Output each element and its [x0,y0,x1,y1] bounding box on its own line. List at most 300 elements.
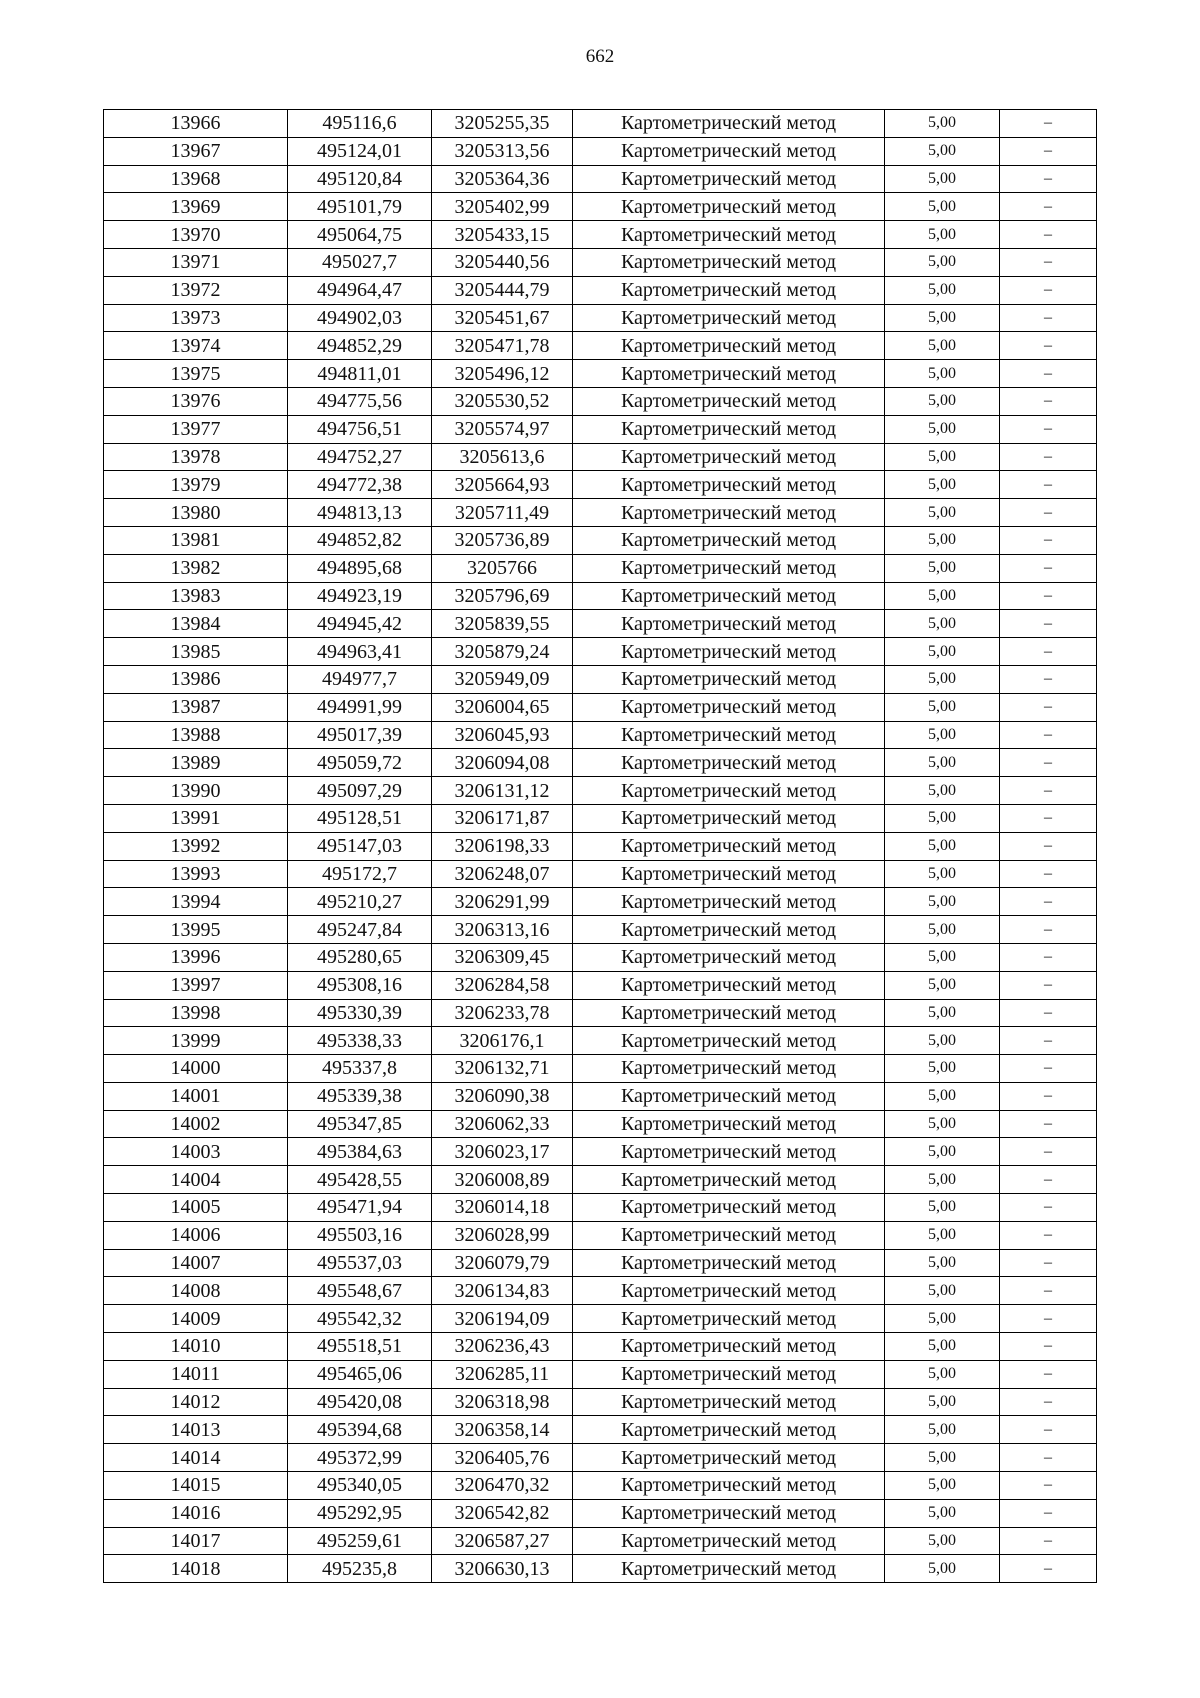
note-cell: – [1000,721,1097,749]
point-number-cell: 14010 [104,1333,288,1361]
point-number-cell: 14018 [104,1555,288,1583]
precision-cell: 5,00 [885,1277,1000,1305]
point-number-cell: 13988 [104,721,288,749]
y-coordinate-cell: 3206090,38 [432,1082,573,1110]
x-coordinate-cell: 495518,51 [288,1333,432,1361]
x-coordinate-cell: 495210,27 [288,888,432,916]
note-cell: – [1000,387,1097,415]
y-coordinate-cell: 3206313,16 [432,916,573,944]
table-row [104,1555,1097,1583]
method-cell: Картометрический метод [573,860,885,888]
x-coordinate-cell: 494811,01 [288,360,432,388]
note-cell: – [1000,665,1097,693]
y-coordinate-cell: 3205574,97 [432,415,573,443]
y-coordinate-cell: 3206045,93 [432,721,573,749]
x-coordinate-cell: 495097,29 [288,777,432,805]
x-coordinate-cell: 495280,65 [288,943,432,971]
table-row [104,1138,1097,1166]
precision-cell: 5,00 [885,1472,1000,1500]
note-cell: – [1000,332,1097,360]
table-row [104,1249,1097,1277]
table-row [104,1444,1097,1472]
table-row [104,304,1097,332]
point-number-cell: 14002 [104,1110,288,1138]
point-number-cell: 14008 [104,1277,288,1305]
method-cell: Картометрический метод [573,999,885,1027]
table-row [104,1221,1097,1249]
coordinates-table-body [104,110,1097,1583]
point-number-cell: 13986 [104,665,288,693]
table-row [104,1027,1097,1055]
method-cell: Картометрический метод [573,888,885,916]
precision-cell: 5,00 [885,916,1000,944]
note-cell: – [1000,1333,1097,1361]
y-coordinate-cell: 3205530,52 [432,387,573,415]
y-coordinate-cell: 3206079,79 [432,1249,573,1277]
x-coordinate-cell: 494852,82 [288,526,432,554]
method-cell: Картометрический метод [573,415,885,443]
x-coordinate-cell: 495347,85 [288,1110,432,1138]
method-cell: Картометрический метод [573,693,885,721]
precision-cell: 5,00 [885,943,1000,971]
precision-cell: 5,00 [885,248,1000,276]
method-cell: Картометрический метод [573,777,885,805]
point-number-cell: 13981 [104,526,288,554]
x-coordinate-cell: 494852,29 [288,332,432,360]
x-coordinate-cell: 494977,7 [288,665,432,693]
method-cell: Картометрический метод [573,943,885,971]
precision-cell: 5,00 [885,1027,1000,1055]
y-coordinate-cell: 3206028,99 [432,1221,573,1249]
table-row [104,1110,1097,1138]
table-row [104,777,1097,805]
precision-cell: 5,00 [885,110,1000,138]
precision-cell: 5,00 [885,1138,1000,1166]
point-number-cell: 14007 [104,1249,288,1277]
y-coordinate-cell: 3206014,18 [432,1194,573,1222]
note-cell: – [1000,1388,1097,1416]
point-number-cell: 13992 [104,832,288,860]
note-cell: – [1000,1555,1097,1583]
point-number-cell: 13982 [104,554,288,582]
y-coordinate-cell: 3205471,78 [432,332,573,360]
method-cell: Картометрический метод [573,165,885,193]
x-coordinate-cell: 494752,27 [288,443,432,471]
precision-cell: 5,00 [885,360,1000,388]
x-coordinate-cell: 494963,41 [288,638,432,666]
method-cell: Картометрический метод [573,471,885,499]
method-cell: Картометрический метод [573,1305,885,1333]
note-cell: – [1000,248,1097,276]
precision-cell: 5,00 [885,1305,1000,1333]
note-cell: – [1000,526,1097,554]
note-cell: – [1000,304,1097,332]
table-row [104,804,1097,832]
table-row [104,360,1097,388]
point-number-cell: 13969 [104,193,288,221]
x-coordinate-cell: 495548,67 [288,1277,432,1305]
precision-cell: 5,00 [885,1166,1000,1194]
x-coordinate-cell: 495384,63 [288,1138,432,1166]
method-cell: Картометрический метод [573,1472,885,1500]
method-cell: Картометрический метод [573,832,885,860]
point-number-cell: 13999 [104,1027,288,1055]
x-coordinate-cell: 495428,55 [288,1166,432,1194]
x-coordinate-cell: 495340,05 [288,1472,432,1500]
x-coordinate-cell: 495542,32 [288,1305,432,1333]
x-coordinate-cell: 495537,03 [288,1249,432,1277]
x-coordinate-cell: 495465,06 [288,1360,432,1388]
note-cell: – [1000,1416,1097,1444]
method-cell: Картометрический метод [573,749,885,777]
y-coordinate-cell: 3206284,58 [432,971,573,999]
method-cell: Картометрический метод [573,332,885,360]
note-cell: – [1000,1194,1097,1222]
y-coordinate-cell: 3205364,36 [432,165,573,193]
precision-cell: 5,00 [885,304,1000,332]
point-number-cell: 13995 [104,916,288,944]
y-coordinate-cell: 3205402,99 [432,193,573,221]
x-coordinate-cell: 495330,39 [288,999,432,1027]
precision-cell: 5,00 [885,1194,1000,1222]
note-cell: – [1000,804,1097,832]
table-row [104,832,1097,860]
x-coordinate-cell: 495064,75 [288,221,432,249]
point-number-cell: 13977 [104,415,288,443]
precision-cell: 5,00 [885,471,1000,499]
x-coordinate-cell: 494945,42 [288,610,432,638]
point-number-cell: 14001 [104,1082,288,1110]
table-row [104,721,1097,749]
method-cell: Картометрический метод [573,1527,885,1555]
x-coordinate-cell: 494902,03 [288,304,432,332]
note-cell: – [1000,1277,1097,1305]
point-number-cell: 13993 [104,860,288,888]
y-coordinate-cell: 3205839,55 [432,610,573,638]
method-cell: Картометрический метод [573,1444,885,1472]
precision-cell: 5,00 [885,1055,1000,1083]
x-coordinate-cell: 495503,16 [288,1221,432,1249]
note-cell: – [1000,499,1097,527]
coordinates-table [103,109,1097,1583]
precision-cell: 5,00 [885,1444,1000,1472]
note-cell: – [1000,415,1097,443]
table-row [104,276,1097,304]
point-number-cell: 14014 [104,1444,288,1472]
precision-cell: 5,00 [885,860,1000,888]
x-coordinate-cell: 495147,03 [288,832,432,860]
method-cell: Картометрический метод [573,638,885,666]
precision-cell: 5,00 [885,1082,1000,1110]
point-number-cell: 13987 [104,693,288,721]
x-coordinate-cell: 495292,95 [288,1499,432,1527]
point-number-cell: 13972 [104,276,288,304]
x-coordinate-cell: 495247,84 [288,916,432,944]
point-number-cell: 14016 [104,1499,288,1527]
precision-cell: 5,00 [885,332,1000,360]
table-row [104,1360,1097,1388]
point-number-cell: 14015 [104,1472,288,1500]
method-cell: Картометрический метод [573,304,885,332]
y-coordinate-cell: 3206198,33 [432,832,573,860]
x-coordinate-cell: 494775,56 [288,387,432,415]
method-cell: Картометрический метод [573,582,885,610]
y-coordinate-cell: 3206171,87 [432,804,573,832]
note-cell: – [1000,916,1097,944]
x-coordinate-cell: 494813,13 [288,499,432,527]
note-cell: – [1000,110,1097,138]
method-cell: Картометрический метод [573,1110,885,1138]
precision-cell: 5,00 [885,582,1000,610]
table-row [104,193,1097,221]
y-coordinate-cell: 3205451,67 [432,304,573,332]
point-number-cell: 13990 [104,777,288,805]
method-cell: Картометрический метод [573,971,885,999]
method-cell: Картометрический метод [573,721,885,749]
point-number-cell: 13985 [104,638,288,666]
table-row [104,888,1097,916]
x-coordinate-cell: 495059,72 [288,749,432,777]
table-row [104,1305,1097,1333]
table-row [104,971,1097,999]
precision-cell: 5,00 [885,387,1000,415]
method-cell: Картометрический метод [573,221,885,249]
precision-cell: 5,00 [885,1555,1000,1583]
precision-cell: 5,00 [885,137,1000,165]
point-number-cell: 13971 [104,248,288,276]
note-cell: – [1000,1027,1097,1055]
x-coordinate-cell: 495338,33 [288,1027,432,1055]
point-number-cell: 13970 [104,221,288,249]
point-number-cell: 13996 [104,943,288,971]
method-cell: Картометрический метод [573,554,885,582]
precision-cell: 5,00 [885,971,1000,999]
note-cell: – [1000,1082,1097,1110]
precision-cell: 5,00 [885,276,1000,304]
y-coordinate-cell: 3206131,12 [432,777,573,805]
note-cell: – [1000,1166,1097,1194]
precision-cell: 5,00 [885,165,1000,193]
point-number-cell: 13976 [104,387,288,415]
y-coordinate-cell: 3206248,07 [432,860,573,888]
point-number-cell: 14006 [104,1221,288,1249]
method-cell: Картометрический метод [573,1555,885,1583]
point-number-cell: 13994 [104,888,288,916]
note-cell: – [1000,693,1097,721]
method-cell: Картометрический метод [573,1082,885,1110]
note-cell: – [1000,971,1097,999]
y-coordinate-cell: 3206132,71 [432,1055,573,1083]
table-row [104,221,1097,249]
y-coordinate-cell: 3206008,89 [432,1166,573,1194]
precision-cell: 5,00 [885,526,1000,554]
point-number-cell: 13968 [104,165,288,193]
precision-cell: 5,00 [885,638,1000,666]
x-coordinate-cell: 494772,38 [288,471,432,499]
y-coordinate-cell: 3205796,69 [432,582,573,610]
table-row [104,582,1097,610]
note-cell: – [1000,1472,1097,1500]
point-number-cell: 14012 [104,1388,288,1416]
table-row [104,554,1097,582]
note-cell: – [1000,1444,1097,1472]
y-coordinate-cell: 3206587,27 [432,1527,573,1555]
table-row [104,1055,1097,1083]
note-cell: – [1000,1055,1097,1083]
note-cell: – [1000,193,1097,221]
y-coordinate-cell: 3205766 [432,554,573,582]
method-cell: Картометрический метод [573,1138,885,1166]
method-cell: Картометрический метод [573,276,885,304]
table-row [104,499,1097,527]
y-coordinate-cell: 3206405,76 [432,1444,573,1472]
x-coordinate-cell: 495124,01 [288,137,432,165]
note-cell: – [1000,860,1097,888]
y-coordinate-cell: 3206630,13 [432,1555,573,1583]
method-cell: Картометрический метод [573,665,885,693]
y-coordinate-cell: 3206094,08 [432,749,573,777]
x-coordinate-cell: 495116,6 [288,110,432,138]
method-cell: Картометрический метод [573,1333,885,1361]
point-number-cell: 13967 [104,137,288,165]
method-cell: Картометрический метод [573,1388,885,1416]
table-row [104,1082,1097,1110]
y-coordinate-cell: 3205664,93 [432,471,573,499]
y-coordinate-cell: 3205433,15 [432,221,573,249]
table-row [104,1499,1097,1527]
note-cell: – [1000,360,1097,388]
note-cell: – [1000,749,1097,777]
table-row [104,526,1097,554]
page-number: 662 [585,46,615,67]
table-row [104,1416,1097,1444]
precision-cell: 5,00 [885,1360,1000,1388]
x-coordinate-cell: 495471,94 [288,1194,432,1222]
x-coordinate-cell: 494964,47 [288,276,432,304]
method-cell: Картометрический метод [573,1360,885,1388]
x-coordinate-cell: 494991,99 [288,693,432,721]
method-cell: Картометрический метод [573,248,885,276]
x-coordinate-cell: 495027,7 [288,248,432,276]
method-cell: Картометрический метод [573,193,885,221]
x-coordinate-cell: 495101,79 [288,193,432,221]
note-cell: – [1000,554,1097,582]
method-cell: Картометрический метод [573,1249,885,1277]
x-coordinate-cell: 495420,08 [288,1388,432,1416]
precision-cell: 5,00 [885,804,1000,832]
precision-cell: 5,00 [885,665,1000,693]
y-coordinate-cell: 3206236,43 [432,1333,573,1361]
precision-cell: 5,00 [885,443,1000,471]
y-coordinate-cell: 3206285,11 [432,1360,573,1388]
x-coordinate-cell: 494923,19 [288,582,432,610]
x-coordinate-cell: 495235,8 [288,1555,432,1583]
note-cell: – [1000,1110,1097,1138]
note-cell: – [1000,999,1097,1027]
point-number-cell: 13966 [104,110,288,138]
note-cell: – [1000,443,1097,471]
precision-cell: 5,00 [885,610,1000,638]
x-coordinate-cell: 495308,16 [288,971,432,999]
method-cell: Картометрический метод [573,804,885,832]
note-cell: – [1000,1360,1097,1388]
y-coordinate-cell: 3205949,09 [432,665,573,693]
y-coordinate-cell: 3206194,09 [432,1305,573,1333]
precision-cell: 5,00 [885,1333,1000,1361]
table-row [104,443,1097,471]
point-number-cell: 13974 [104,332,288,360]
table-row [104,137,1097,165]
y-coordinate-cell: 3206134,83 [432,1277,573,1305]
point-number-cell: 13973 [104,304,288,332]
y-coordinate-cell: 3205879,24 [432,638,573,666]
point-number-cell: 14000 [104,1055,288,1083]
method-cell: Картометрический метод [573,360,885,388]
method-cell: Картометрический метод [573,387,885,415]
precision-cell: 5,00 [885,721,1000,749]
note-cell: – [1000,1221,1097,1249]
table-row [104,1527,1097,1555]
y-coordinate-cell: 3205440,56 [432,248,573,276]
point-number-cell: 14013 [104,1416,288,1444]
note-cell: – [1000,610,1097,638]
precision-cell: 5,00 [885,749,1000,777]
x-coordinate-cell: 495017,39 [288,721,432,749]
precision-cell: 5,00 [885,415,1000,443]
x-coordinate-cell: 495339,38 [288,1082,432,1110]
note-cell: – [1000,832,1097,860]
table-row [104,943,1097,971]
y-coordinate-cell: 3206291,99 [432,888,573,916]
note-cell: – [1000,888,1097,916]
precision-cell: 5,00 [885,1221,1000,1249]
point-number-cell: 13991 [104,804,288,832]
y-coordinate-cell: 3206358,14 [432,1416,573,1444]
x-coordinate-cell: 494895,68 [288,554,432,582]
precision-cell: 5,00 [885,221,1000,249]
x-coordinate-cell: 495172,7 [288,860,432,888]
method-cell: Картометрический метод [573,110,885,138]
y-coordinate-cell: 3206542,82 [432,1499,573,1527]
point-number-cell: 14004 [104,1166,288,1194]
note-cell: – [1000,1499,1097,1527]
point-number-cell: 13983 [104,582,288,610]
precision-cell: 5,00 [885,888,1000,916]
table-row [104,165,1097,193]
table-row [104,610,1097,638]
point-number-cell: 14005 [104,1194,288,1222]
y-coordinate-cell: 3206233,78 [432,999,573,1027]
note-cell: – [1000,1138,1097,1166]
precision-cell: 5,00 [885,832,1000,860]
precision-cell: 5,00 [885,1110,1000,1138]
point-number-cell: 14017 [104,1527,288,1555]
method-cell: Картометрический метод [573,1499,885,1527]
y-coordinate-cell: 3206318,98 [432,1388,573,1416]
x-coordinate-cell: 495259,61 [288,1527,432,1555]
y-coordinate-cell: 3205313,56 [432,137,573,165]
method-cell: Картометрический метод [573,1277,885,1305]
table-row [104,693,1097,721]
y-coordinate-cell: 3205736,89 [432,526,573,554]
table-row [104,1277,1097,1305]
precision-cell: 5,00 [885,777,1000,805]
table-row [104,471,1097,499]
table-row [104,110,1097,138]
table-row [104,749,1097,777]
precision-cell: 5,00 [885,693,1000,721]
point-number-cell: 13989 [104,749,288,777]
